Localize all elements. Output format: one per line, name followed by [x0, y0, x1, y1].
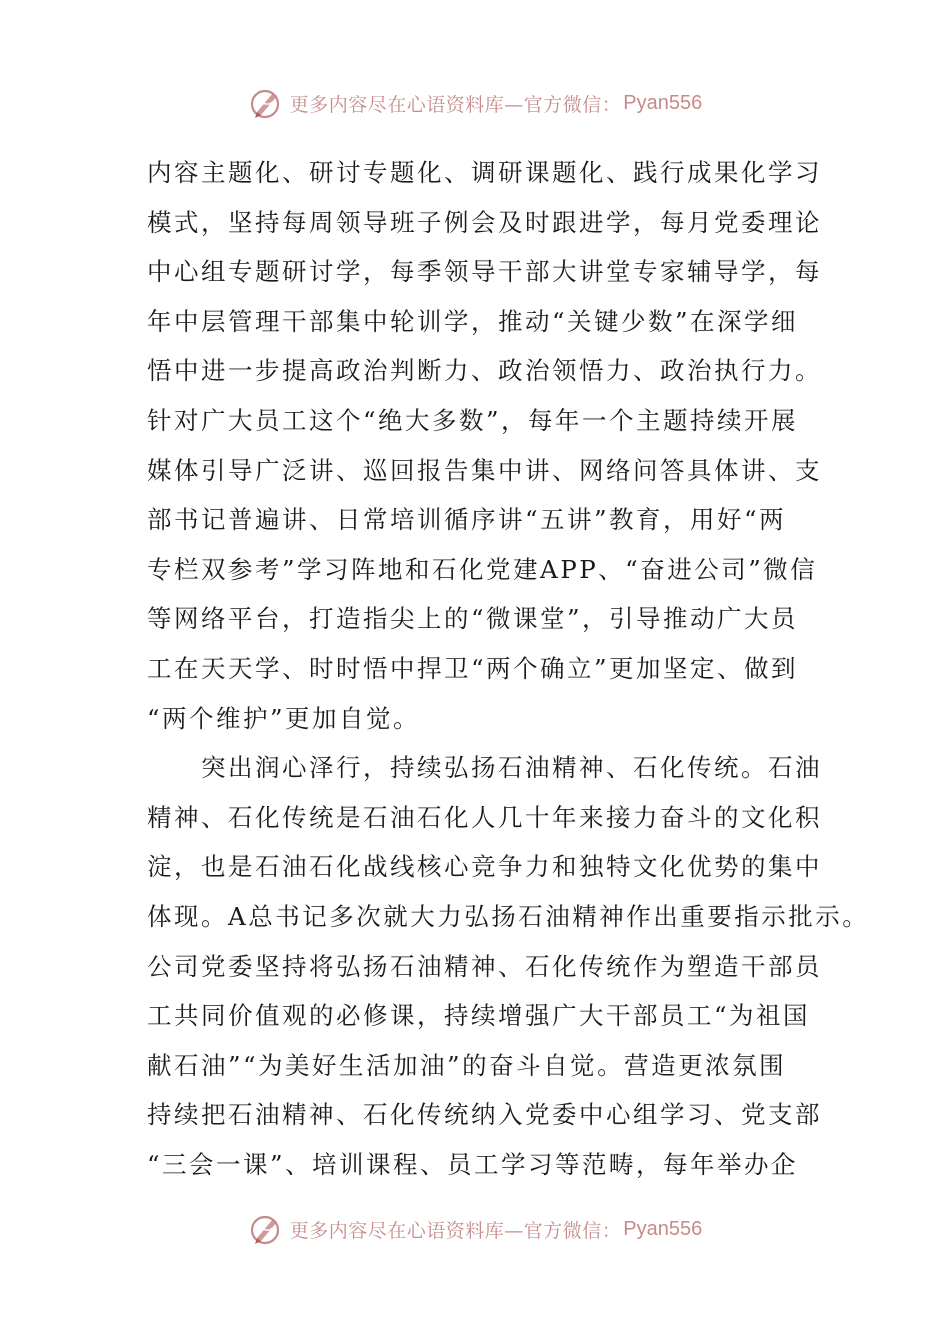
body-line: 年中层管理干部集中轮训学，推动“关键少数”在深学细	[147, 306, 799, 336]
body-line: 工在天天学、时时悟中捍卫“两个确立”更加坚定、做到	[147, 653, 799, 683]
footer-watermark	[0, 1204, 950, 1254]
document-body	[147, 148, 870, 1189]
body-line: 专栏双参考”学习阵地和石化党建APP、“奋进公司”微信	[147, 554, 818, 584]
body-line: 持续把石油精神、石化传统纳入党委中心组学习、党支部	[147, 1100, 822, 1130]
body-line: 针对广大员工这个“绝大多数”，每年一个主题持续开展	[147, 405, 799, 435]
pen-logo-icon	[248, 85, 284, 121]
body-line: “三会一课”、培训课程、员工学习等范畴，每年举办企	[147, 1149, 799, 1179]
body-line: 献石油”“为美好生活加油”的奋斗自觉。营造更浓氛围	[147, 1050, 787, 1080]
body-line: 突出润心泽行，持续弘扬石油精神、石化传统。石油	[147, 753, 822, 783]
watermark-wechat-id: Pyan556	[623, 91, 703, 114]
body-line: 淀，也是石油石化战线核心竞争力和独特文化优势的集中	[147, 852, 822, 882]
pen-logo-icon	[248, 1211, 284, 1247]
body-line: 工共同价值观的必修课，持续增强广大干部员工“为祖国	[147, 1001, 811, 1031]
body-line: 媒体引导广泛讲、巡回报告集中讲、网络问答具体讲、支	[147, 455, 822, 485]
watermark-wechat-id: Pyan556	[623, 1217, 703, 1240]
body-line: 模式，坚持每周领导班子例会及时跟进学，每月党委理论	[147, 207, 822, 237]
watermark-text: 更多内容尽在心语资料库—官方微信：	[289, 1219, 622, 1242]
body-line: 体现。A总书记多次就大力弘扬石油精神作出重要指示批示。	[147, 901, 870, 931]
body-line: 精神、石化传统是石油石化人几十年来接力奋斗的文化积	[147, 802, 822, 832]
body-line: 等网络平台，打造指尖上的“微课堂”，引导推动广大员	[147, 604, 799, 634]
body-line: 内容主题化、研讨专题化、调研课题化、践行成果化学习	[147, 158, 822, 187]
body-line: 部书记普遍讲、日常培训循序讲“五讲”教育，用好“两	[147, 505, 787, 535]
watermark-text: 更多内容尽在心语资料库—官方微信：	[289, 93, 622, 116]
body-line: 公司党委坚持将弘扬石油精神、石化传统作为塑造干部员	[147, 951, 822, 981]
header-watermark	[0, 78, 950, 128]
body-line: 悟中进一步提高政治判断力、政治领悟力、政治执行力。	[147, 356, 822, 386]
body-line: 中心组专题研讨学，每季领导干部大讲堂专家辅导学，每	[147, 257, 822, 287]
body-line: “两个维护”更加自觉。	[147, 703, 421, 733]
